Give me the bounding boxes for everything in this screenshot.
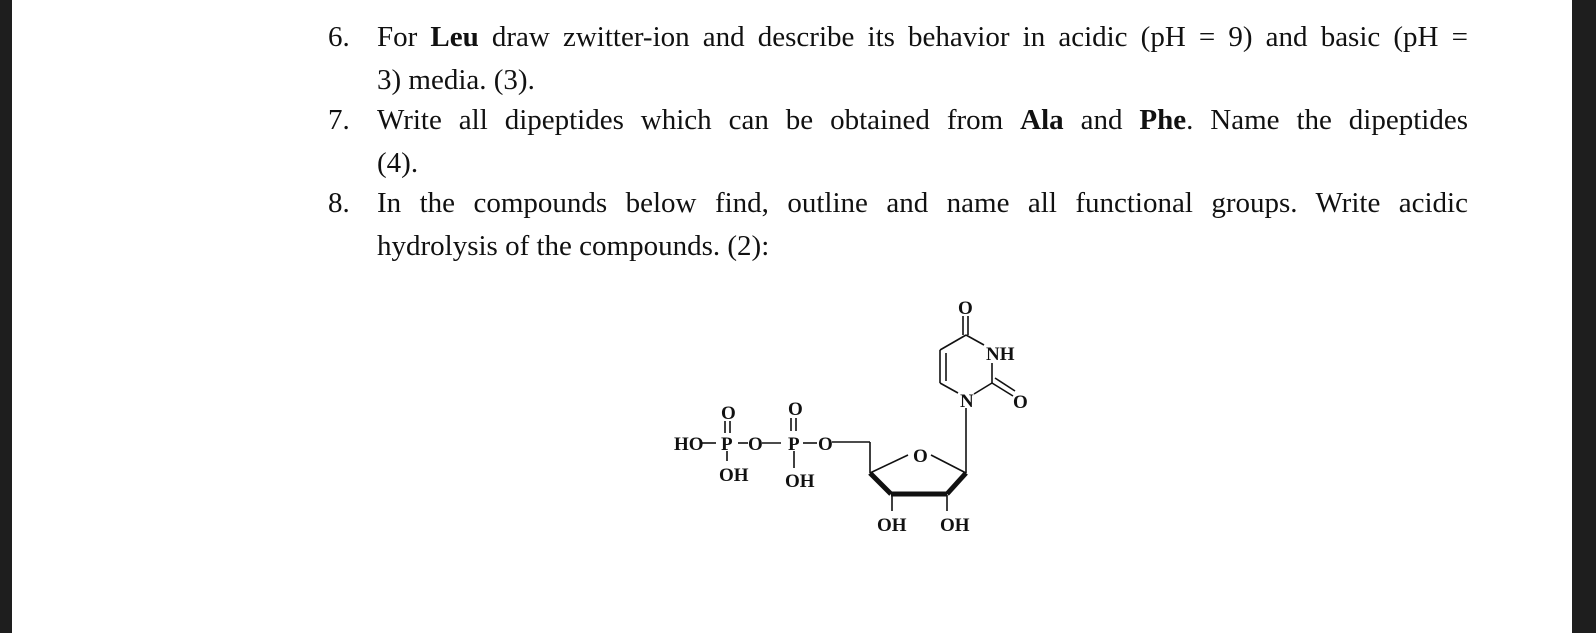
- question-text: [377, 16, 1468, 102]
- amino-acid-name: Leu: [430, 21, 479, 53]
- question-6: [328, 16, 1468, 102]
- label-ho: HO: [674, 434, 704, 455]
- amino-acid-name: Ala: [1020, 104, 1064, 136]
- label-oh-p2: OH: [785, 471, 815, 492]
- question-text: [377, 182, 1468, 268]
- label-n1: N: [960, 391, 974, 412]
- bond-c2-o-double: [992, 383, 1013, 396]
- question-number: 8.: [328, 187, 350, 219]
- question-line-1: In the compounds below find, outline and name all functional groups. Write acidic: [377, 187, 1468, 219]
- bond-o-ring-c1: [931, 455, 966, 473]
- label-oh-c2: OH: [940, 515, 970, 536]
- question-7: [328, 99, 1468, 185]
- window-edge-left: [0, 0, 12, 633]
- text-segment: Write all dipeptides which can be obtained from: [377, 104, 1021, 136]
- structure-bonds: [702, 316, 1015, 511]
- label-p1: P: [721, 434, 733, 455]
- label-nh: NH: [986, 344, 1015, 365]
- text-segment: For: [377, 21, 431, 53]
- label-p2: P: [788, 434, 800, 455]
- bond-c2-c1-wedge: [947, 473, 966, 494]
- question-8: [328, 182, 1468, 268]
- bond-n1-c6: [940, 383, 958, 393]
- question-line-1: [377, 16, 1468, 59]
- label-o-c4: O: [958, 298, 973, 319]
- label-o-double-2: O: [788, 399, 803, 420]
- question-line-1: [377, 99, 1468, 142]
- question-line-2: (4).: [377, 147, 419, 179]
- label-o-bridge: O: [748, 434, 763, 455]
- label-o-double-1: O: [721, 403, 736, 424]
- bond-c2-n1: [974, 383, 992, 394]
- question-line-2: hydrolysis of the compounds. (2):: [377, 230, 770, 262]
- question-line-2: 3) media. (3).: [377, 64, 535, 96]
- label-o-ester: O: [818, 434, 833, 455]
- bond-c4-n3: [966, 335, 984, 345]
- question-number: 7.: [328, 104, 350, 136]
- amino-acid-name: Phe: [1139, 104, 1187, 136]
- bond-c5-c4: [940, 335, 966, 350]
- label-oh-p1: OH: [719, 465, 749, 486]
- text-segment: and: [1063, 104, 1140, 136]
- text-segment: draw zwitter-ion and describe its behavior in acidic (pH = 9) and basic (pH =: [478, 21, 1468, 53]
- question-text: [377, 99, 1468, 185]
- bond-c4-c3-wedge: [870, 473, 891, 494]
- text-segment: . Name the dipeptides: [1186, 104, 1469, 136]
- window-edge-right: [1572, 0, 1596, 633]
- label-o-c2: O: [1013, 392, 1028, 413]
- label-oh-c3: OH: [877, 515, 907, 536]
- bond-c4-o-ring: [870, 455, 908, 473]
- question-number: 6.: [328, 21, 350, 53]
- label-o-ring: O: [913, 446, 928, 467]
- nucleotide-structure: [660, 288, 1060, 558]
- bond-c2-o-double: [995, 378, 1015, 391]
